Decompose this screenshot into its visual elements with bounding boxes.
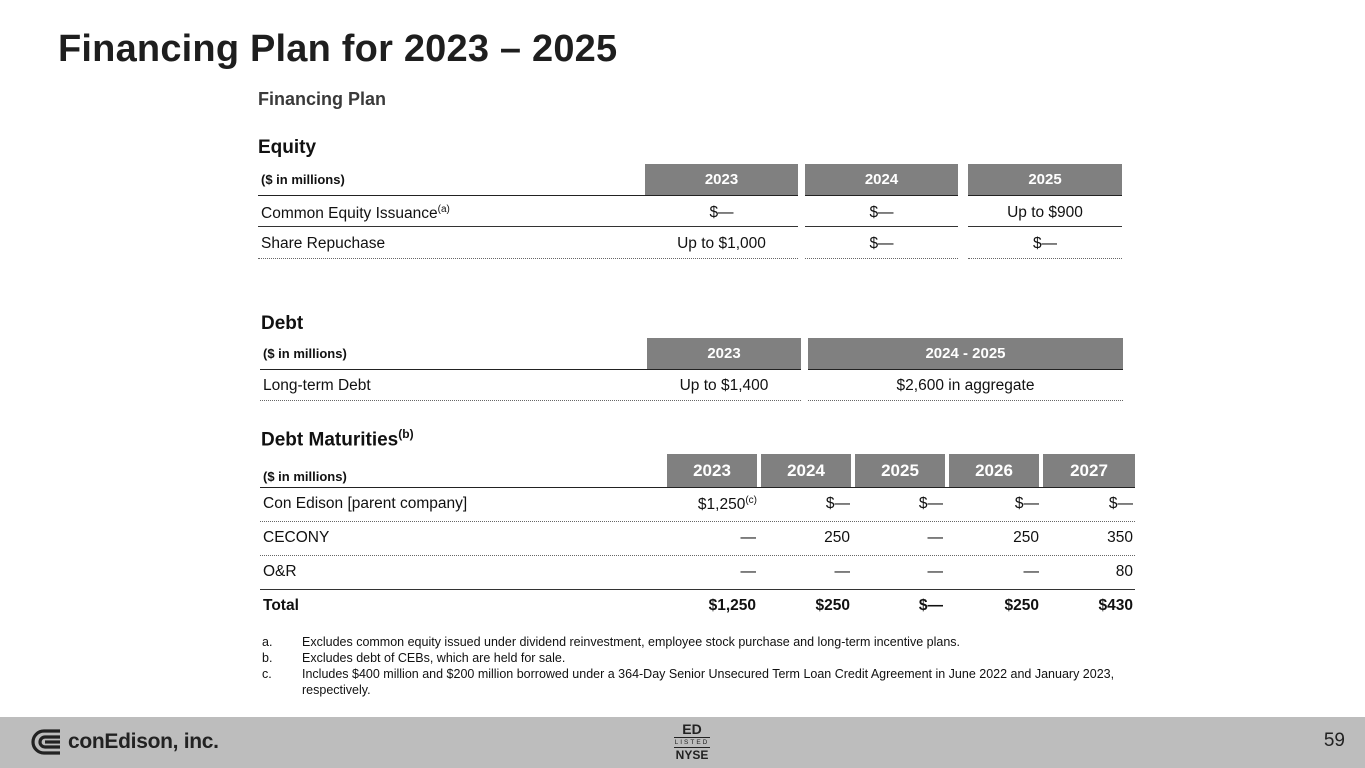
maturities-year-header-2026: 2026 bbox=[949, 454, 1039, 487]
footer-bar bbox=[0, 717, 1365, 768]
maturities-value-cell: $— bbox=[1014, 495, 1039, 512]
page-number: 59 bbox=[1323, 730, 1345, 751]
maturities-header-rule bbox=[260, 487, 1135, 488]
maturities-row-label: CECONY bbox=[263, 529, 330, 546]
equity-row-rule bbox=[805, 226, 958, 227]
maturities-value-cell: $1,250$^{(c)}$ bbox=[697, 495, 757, 514]
exchange-name: NYSE bbox=[675, 748, 709, 762]
equity-row-label: Share Repuchase bbox=[261, 235, 386, 252]
debt-header-rule bbox=[808, 369, 1123, 370]
conedison-logo bbox=[30, 728, 219, 756]
equity-row-rule bbox=[968, 226, 1122, 227]
debt-unit-label: ($ in millions) bbox=[263, 346, 347, 361]
maturities-value-cell: 250 bbox=[1013, 529, 1039, 546]
footnote bbox=[262, 634, 1182, 650]
footnote-marker: b. bbox=[262, 651, 273, 665]
equity-value-cell: $— bbox=[709, 204, 734, 221]
maturities-value-cell: — bbox=[834, 563, 850, 580]
maturities-total-cell: $— bbox=[918, 597, 943, 614]
maturities-year-header-2024: 2024 bbox=[761, 454, 851, 487]
equity-header-rule bbox=[968, 195, 1122, 196]
equity-value-cell: Up to $1,000 bbox=[677, 235, 766, 252]
equity-year-header-2023: 2023 bbox=[645, 164, 798, 195]
page-title: Financing Plan for 2023 – 2025 bbox=[58, 28, 618, 70]
maturities-total-cell: $1,250 bbox=[708, 597, 756, 614]
ticker-symbol: ED bbox=[682, 721, 702, 737]
debt-year-header-2024-2025: 2024 - 2025 bbox=[808, 338, 1123, 369]
footnote-text: Includes $400 million and $200 million borrowed under a 364-Day Senior Unsecured Term Loan Credit Agreement in June 2022 and January 2023, respectively. bbox=[302, 667, 1115, 697]
maturities-total-cell: $430 bbox=[1098, 597, 1133, 614]
debt-heading: Debt bbox=[261, 313, 304, 334]
equity-row-label: Common Equity Issuance$^{(a)}$ bbox=[261, 204, 450, 223]
equity-header-rule bbox=[805, 195, 958, 196]
logo-wordmark: conEdison, inc. bbox=[68, 730, 219, 753]
maturities-value-cell: $— bbox=[1108, 495, 1133, 512]
equity-value-cell: $— bbox=[1032, 235, 1058, 252]
equity-heading: Equity bbox=[258, 137, 317, 158]
debt-row-label: Long-term Debt bbox=[263, 377, 371, 394]
maturities-value-cell: — bbox=[927, 529, 943, 546]
footnote-marker: c. bbox=[262, 667, 272, 681]
maturities-total-label: Total bbox=[263, 597, 299, 614]
equity-row-rule bbox=[258, 258, 798, 259]
equity-header-rule bbox=[258, 195, 798, 196]
maturities-unit-label: ($ in millions) bbox=[263, 469, 347, 484]
equity-unit-label: ($ in millions) bbox=[261, 172, 345, 187]
nyse-listed-badge bbox=[668, 722, 716, 762]
maturities-year-header-2023: 2023 bbox=[667, 454, 757, 487]
equity-value-cell: Up to $900 bbox=[1007, 204, 1083, 221]
maturities-value-cell: — bbox=[927, 563, 943, 580]
maturities-total-rule bbox=[260, 589, 1135, 590]
maturities-value-cell: 350 bbox=[1107, 529, 1133, 546]
debt-value-cell: Up to $1,400 bbox=[679, 377, 769, 394]
debt-header-rule bbox=[260, 369, 801, 370]
footnote-marker: a. bbox=[262, 635, 273, 649]
footnote bbox=[262, 650, 1182, 666]
maturities-total-cell: $250 bbox=[815, 597, 850, 614]
maturities-heading: Debt Maturities$^{(b)}$ bbox=[261, 427, 414, 451]
debt-value-cell: $2,600 in aggregate bbox=[896, 377, 1035, 394]
section-subtitle: Financing Plan bbox=[258, 89, 387, 109]
maturities-year-header-2025: 2025 bbox=[855, 454, 945, 487]
footnotes bbox=[262, 634, 1182, 698]
equity-row-rule bbox=[805, 258, 958, 259]
maturities-row-rule bbox=[260, 521, 1135, 522]
maturities-row-label: O&R bbox=[263, 563, 297, 580]
equity-row-rule bbox=[258, 226, 798, 227]
maturities-year-header-2027: 2027 bbox=[1043, 454, 1135, 487]
maturities-value-cell: $— bbox=[825, 495, 850, 512]
equity-year-header-2025: 2025 bbox=[968, 164, 1122, 195]
footnote-text: Excludes debt of CEBs, which are held for sale. bbox=[302, 651, 566, 665]
equity-value-cell: $— bbox=[869, 204, 894, 221]
debt-row-rule bbox=[808, 400, 1123, 401]
listed-label: LISTED bbox=[674, 739, 710, 746]
maturities-value-cell: $— bbox=[918, 495, 943, 512]
maturities-total-cell: $250 bbox=[1004, 597, 1039, 614]
footnote-text: Excludes common equity issued under dividend reinvestment, employee stock purchase and long-term incentive plans. bbox=[302, 635, 960, 649]
maturities-value-cell: — bbox=[740, 563, 756, 580]
maturities-value-cell: 80 bbox=[1115, 563, 1133, 580]
debt-year-header-2023: 2023 bbox=[647, 338, 801, 369]
maturities-value-cell: 250 bbox=[824, 529, 850, 546]
conedison-e-icon bbox=[30, 728, 64, 756]
maturities-row-label: Con Edison [parent company] bbox=[263, 495, 468, 512]
maturities-value-cell: — bbox=[740, 529, 756, 546]
equity-row-rule bbox=[968, 258, 1122, 259]
debt-row-rule bbox=[260, 400, 801, 401]
equity-value-cell: $— bbox=[869, 235, 894, 252]
maturities-value-cell: — bbox=[1023, 563, 1039, 580]
equity-year-header-2024: 2024 bbox=[805, 164, 958, 195]
footnote bbox=[262, 666, 1182, 698]
maturities-row-rule bbox=[260, 555, 1135, 556]
